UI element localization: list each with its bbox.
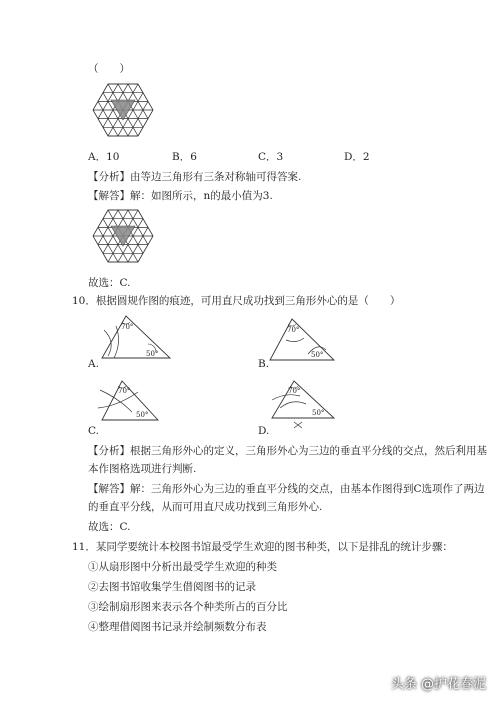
watermark: 头条 @护花春泥 xyxy=(390,677,486,692)
triangle-figure-d xyxy=(266,378,342,430)
q10-stem: 10．根据圆规作图的痕迹，可用直尺成功找到三角形外心的是（ ） xyxy=(72,295,401,307)
hexagon-grid-figure-1 xyxy=(88,79,158,141)
q10-answer-line-2: 的垂直平分线，从而可用直尺成功找到三角形外心. xyxy=(88,501,323,513)
q11-stem: 11．某同学要统计本校图书馆最受学生欢迎的图书种类，以下是排乱的统计步骤： xyxy=(72,541,453,553)
q9-option-a: A．10 xyxy=(88,151,120,163)
angle-label-right-c: 50° xyxy=(136,411,149,419)
q10-conclusion: 故选：C. xyxy=(88,521,131,533)
q10-option-d: D. xyxy=(258,425,270,437)
q10-option-a: A. xyxy=(88,358,99,370)
q11-step-1: ①从扇形图中分析出最受学生欢迎的种类 xyxy=(88,561,277,573)
q11-step-2: ②去图书馆收集学生借阅图书的记录 xyxy=(88,581,256,593)
q10-analysis-line-2: 本作图格选项进行判断. xyxy=(88,463,197,475)
q10-option-c: C. xyxy=(88,425,99,437)
angle-label-top-a: 70° xyxy=(121,323,134,331)
angle-label-right-b: 50° xyxy=(311,351,324,359)
q9-answer: 【解答】解：如图所示，n的最小值为3. xyxy=(88,190,273,202)
q9-conclusion: 故选：C. xyxy=(88,277,131,289)
q10-answer-line-1: 【解答】解：三角形外心为三边的垂直平分线的交点，由基本作图得到C选项作了两边 xyxy=(88,483,485,495)
q11-step-4: ④整理借阅图书记录并绘制频数分布表 xyxy=(88,621,267,633)
triangle-figure-b xyxy=(268,316,338,364)
q11-step-3: ③绘制扇形图来表示各个种类所占的百分比 xyxy=(88,601,288,613)
hexagon-grid-figure-2 xyxy=(88,205,158,267)
q9-option-c: C．3 xyxy=(258,151,284,163)
q10-option-b: B. xyxy=(258,358,270,370)
q9-paren: （ ） xyxy=(88,63,130,75)
angle-label-top-d: 70° xyxy=(288,387,301,395)
triangle-figure-a xyxy=(96,312,176,362)
q9-analysis: 【分析】由等边三角形有三条对称轴可得答案. xyxy=(88,171,302,183)
angle-label-top-c: 70° xyxy=(118,387,131,395)
angle-label-right-a: 50° xyxy=(146,350,159,358)
q10-analysis-line-1: 【分析】根据三角形外心的定义，三角形外心为三边的垂直平分线的交点，然后利用基 xyxy=(88,445,487,457)
q9-option-b: B．6 xyxy=(172,151,197,163)
q9-option-d: D．2 xyxy=(344,151,370,163)
angle-label-top-b: 70° xyxy=(287,326,300,334)
triangle-figure-c xyxy=(88,378,168,426)
angle-label-right-d: 50° xyxy=(312,409,325,417)
